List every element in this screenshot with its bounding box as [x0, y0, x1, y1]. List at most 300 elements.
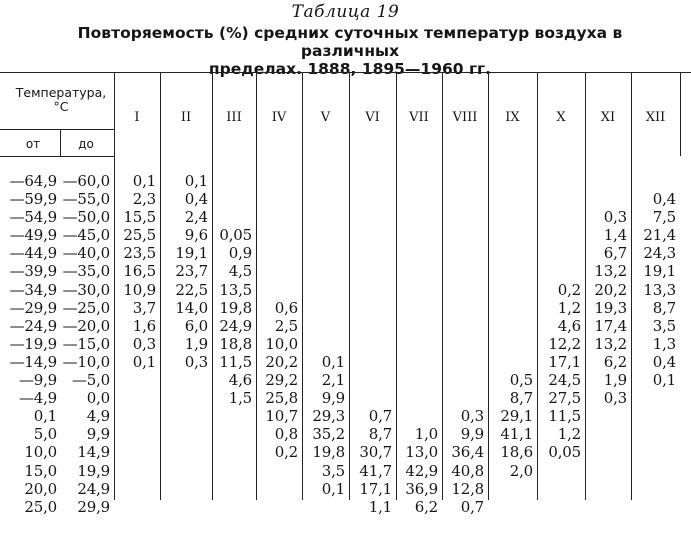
- value-cell: [396, 389, 438, 407]
- value-cell: [349, 226, 392, 244]
- value-cell: 11,5: [548, 407, 581, 426]
- value-cell: 1,2: [557, 298, 581, 317]
- value-cell: [585, 480, 627, 498]
- value-cell: 40,8: [451, 461, 484, 480]
- month-column: [488, 172, 533, 516]
- month-header: III: [226, 110, 242, 125]
- value-cell: 13,0: [405, 443, 438, 462]
- value-cell: 0,1: [132, 172, 156, 190]
- range-from-cell: —34,9: [9, 280, 57, 299]
- value-cell: 24,3: [643, 244, 676, 263]
- month-column: [256, 172, 298, 516]
- value-cell: 9,9: [460, 425, 484, 444]
- value-cell: [537, 462, 581, 480]
- value-cell: 4,5: [228, 262, 252, 281]
- value-cell: 20,2: [594, 280, 627, 299]
- to-header: до: [78, 137, 94, 151]
- month-header: VIII: [452, 110, 478, 125]
- value-cell: [537, 244, 581, 262]
- value-cell: 13,2: [594, 262, 627, 281]
- range-to-cell: —20,0: [62, 316, 110, 335]
- header-split-line: [0, 129, 114, 130]
- range-to-cell: —40,0: [62, 244, 110, 263]
- table-title-line-1: Повторяемость (%) средних суточных температур воздуха в различных: [77, 24, 623, 60]
- value-cell: [585, 462, 627, 480]
- range-from-cell: —64,9: [9, 172, 57, 190]
- value-cell: 14,0: [175, 298, 208, 317]
- value-cell: [396, 244, 438, 262]
- value-cell: 0,5: [509, 371, 533, 390]
- value-cell: [349, 389, 392, 407]
- value-cell: [396, 407, 438, 425]
- value-cell: [114, 462, 156, 480]
- month-header: VI: [365, 110, 380, 125]
- value-cell: 42,9: [405, 461, 438, 480]
- value-cell: 0,2: [274, 443, 298, 462]
- value-cell: [442, 317, 484, 335]
- value-cell: 0,4: [652, 190, 676, 209]
- month-column: [396, 172, 438, 516]
- value-cell: 0,05: [219, 226, 252, 245]
- value-cell: [488, 498, 533, 516]
- range-from-cell: —24,9: [9, 316, 57, 335]
- value-cell: [396, 190, 438, 208]
- value-cell: 2,4: [184, 208, 208, 227]
- value-cell: [488, 353, 533, 371]
- value-cell: [302, 281, 345, 299]
- value-cell: 2,0: [509, 461, 533, 480]
- from-header: от: [25, 137, 41, 151]
- temperature-header-unit: °C: [53, 99, 69, 114]
- value-cell: 12,8: [451, 479, 484, 498]
- range-from-cell: —4,9: [18, 389, 57, 408]
- temperature-header-label: Температура,: [15, 85, 107, 100]
- value-cell: [160, 371, 208, 389]
- range-from-cell: —29,9: [9, 298, 57, 317]
- value-cell: [160, 498, 208, 516]
- value-cell: 18,8: [219, 334, 252, 353]
- value-cell: 17,1: [548, 352, 581, 371]
- value-cell: 8,7: [368, 425, 392, 444]
- month-header: V: [320, 110, 331, 125]
- table-title: [30, 24, 670, 78]
- range-from-cell: 10,0: [24, 443, 57, 462]
- month-header: IX: [505, 110, 520, 125]
- value-cell: [114, 480, 156, 498]
- value-cell: [114, 407, 156, 425]
- value-cell: [537, 208, 581, 226]
- value-cell: 35,2: [312, 425, 345, 444]
- value-cell: 0,9: [228, 244, 252, 263]
- value-cell: [396, 208, 438, 226]
- value-cell: [631, 172, 676, 190]
- value-cell: 7,5: [652, 208, 676, 227]
- value-cell: [212, 443, 252, 461]
- value-cell: 19,1: [175, 244, 208, 263]
- range-to-cell: —30,0: [62, 280, 110, 299]
- value-cell: 29,1: [500, 407, 533, 426]
- month-header: XII: [645, 110, 666, 125]
- value-cell: 13,5: [219, 280, 252, 299]
- value-cell: [537, 480, 581, 498]
- value-cell: 1,9: [603, 371, 627, 390]
- value-cell: [488, 480, 533, 498]
- value-cell: 12,2: [548, 334, 581, 353]
- value-cell: 0,4: [652, 352, 676, 371]
- value-cell: 36,9: [405, 479, 438, 498]
- value-cell: [442, 371, 484, 389]
- month-header: VII: [409, 110, 429, 125]
- value-cell: [302, 335, 345, 353]
- value-cell: [631, 389, 676, 407]
- value-cell: [488, 262, 533, 280]
- value-cell: [585, 172, 627, 190]
- value-cell: [537, 190, 581, 208]
- value-cell: [349, 335, 392, 353]
- value-cell: [256, 172, 298, 190]
- range-to-cell: —55,0: [62, 190, 110, 209]
- value-cell: 4,6: [557, 316, 581, 335]
- value-cell: [488, 281, 533, 299]
- value-cell: 0,05: [548, 443, 581, 462]
- value-cell: [160, 407, 208, 425]
- value-cell: [488, 335, 533, 353]
- value-cell: [631, 480, 676, 498]
- value-cell: 10,7: [265, 407, 298, 426]
- table-top-rule: [0, 72, 691, 73]
- value-cell: 23,5: [123, 244, 156, 263]
- value-cell: [396, 281, 438, 299]
- value-cell: 17,4: [594, 316, 627, 335]
- value-cell: [488, 172, 533, 190]
- value-cell: [212, 480, 252, 498]
- range-from-cell: —49,9: [9, 226, 57, 245]
- range-to-cell: —5,0: [71, 371, 110, 390]
- value-cell: 1,2: [557, 425, 581, 444]
- value-cell: [114, 498, 156, 516]
- header-bottom-line: [0, 156, 114, 157]
- range-from-cell: —9,9: [18, 371, 57, 390]
- value-cell: 0,3: [603, 208, 627, 227]
- value-cell: [302, 226, 345, 244]
- value-cell: 1,3: [652, 334, 676, 353]
- value-cell: [442, 226, 484, 244]
- temperature-header: [8, 86, 114, 114]
- value-cell: 29,2: [265, 371, 298, 390]
- value-cell: 20,2: [265, 352, 298, 371]
- value-cell: 6,7: [603, 244, 627, 263]
- value-cell: [488, 226, 533, 244]
- value-cell: [349, 353, 392, 371]
- value-cell: [631, 425, 676, 443]
- value-cell: [442, 299, 484, 317]
- value-cell: [585, 425, 627, 443]
- value-cell: 24,5: [548, 371, 581, 390]
- value-cell: 23,7: [175, 262, 208, 281]
- value-cell: 18,6: [500, 443, 533, 462]
- value-cell: [302, 190, 345, 208]
- value-cell: 0,3: [132, 334, 156, 353]
- month-column: [160, 172, 208, 516]
- value-cell: [396, 353, 438, 371]
- value-cell: [256, 190, 298, 208]
- value-cell: [256, 498, 298, 516]
- value-cell: [488, 244, 533, 262]
- value-cell: 19,8: [219, 298, 252, 317]
- value-cell: 10,0: [265, 334, 298, 353]
- value-cell: 1,1: [368, 497, 392, 516]
- value-cell: [256, 462, 298, 480]
- value-cell: 0,7: [368, 407, 392, 426]
- range-from-cell: 20,0: [24, 479, 57, 498]
- value-cell: 9,9: [321, 389, 345, 408]
- value-cell: 8,7: [509, 389, 533, 408]
- value-cell: 1,5: [228, 389, 252, 408]
- value-cell: [537, 498, 581, 516]
- range-to-cell: 4,9: [86, 407, 110, 426]
- value-cell: 6,2: [603, 352, 627, 371]
- value-cell: [537, 262, 581, 280]
- value-cell: 15,5: [123, 208, 156, 227]
- value-cell: [537, 172, 581, 190]
- value-cell: 1,9: [184, 334, 208, 353]
- value-cell: 0,1: [321, 352, 345, 371]
- range-from-cell: 25,0: [24, 497, 57, 516]
- table-title-line-2: пределах. 1888, 1895—1960 гг.: [208, 60, 492, 78]
- range-from-cell: —44,9: [9, 244, 57, 263]
- range-to-cell: 14,9: [77, 443, 110, 462]
- value-cell: [585, 190, 627, 208]
- value-cell: [442, 208, 484, 226]
- range-to-cell: —15,0: [62, 334, 110, 353]
- value-cell: [349, 281, 392, 299]
- value-cell: 36,4: [451, 443, 484, 462]
- value-cell: [256, 281, 298, 299]
- value-cell: 9,6: [184, 226, 208, 245]
- value-cell: [442, 281, 484, 299]
- value-cell: 10,9: [123, 280, 156, 299]
- value-cell: 0,1: [184, 172, 208, 190]
- value-cell: [349, 371, 392, 389]
- value-cell: 27,5: [548, 389, 581, 408]
- value-cell: 30,7: [359, 443, 392, 462]
- value-cell: [160, 462, 208, 480]
- value-cell: [256, 480, 298, 498]
- value-cell: [212, 407, 252, 425]
- value-cell: 21,4: [643, 226, 676, 245]
- value-cell: [302, 498, 345, 516]
- range-to-cell: —25,0: [62, 298, 110, 317]
- value-cell: 24,9: [219, 316, 252, 335]
- value-cell: 3,5: [652, 316, 676, 335]
- range-from-cell: —19,9: [9, 334, 57, 353]
- range-to-cell: 19,9: [77, 461, 110, 480]
- value-cell: [349, 262, 392, 280]
- range-to-cell: —50,0: [62, 208, 110, 227]
- value-cell: [212, 172, 252, 190]
- value-cell: [114, 443, 156, 461]
- value-cell: 19,8: [312, 443, 345, 462]
- value-cell: [442, 262, 484, 280]
- value-cell: [396, 299, 438, 317]
- value-cell: [396, 371, 438, 389]
- value-cell: 1,4: [603, 226, 627, 245]
- range-to-cell: —35,0: [62, 262, 110, 281]
- value-cell: [488, 317, 533, 335]
- column-divider: [680, 72, 681, 156]
- value-cell: [302, 244, 345, 262]
- value-cell: [349, 172, 392, 190]
- value-cell: 3,5: [321, 461, 345, 480]
- value-cell: [349, 244, 392, 262]
- value-cell: 0,1: [132, 352, 156, 371]
- range-from-cell: —39,9: [9, 262, 57, 281]
- value-cell: [256, 244, 298, 262]
- range-to-cell: —10,0: [62, 352, 110, 371]
- value-cell: 8,7: [652, 298, 676, 317]
- value-cell: 1,6: [132, 316, 156, 335]
- value-cell: [488, 190, 533, 208]
- month-header: X: [556, 110, 566, 125]
- value-cell: [160, 480, 208, 498]
- value-cell: [442, 190, 484, 208]
- value-cell: [396, 172, 438, 190]
- range-to-cell: 29,9: [77, 497, 110, 516]
- value-cell: 13,2: [594, 334, 627, 353]
- value-cell: [631, 498, 676, 516]
- value-cell: [631, 407, 676, 425]
- value-cell: [160, 443, 208, 461]
- value-cell: [349, 208, 392, 226]
- value-cell: 29,3: [312, 407, 345, 426]
- value-cell: [631, 462, 676, 480]
- to-column: [60, 172, 110, 516]
- value-cell: 1,0: [414, 425, 438, 444]
- value-cell: [585, 498, 627, 516]
- value-cell: 0,2: [557, 280, 581, 299]
- value-cell: [302, 208, 345, 226]
- month-column: [349, 172, 392, 516]
- value-cell: 19,3: [594, 298, 627, 317]
- value-cell: [160, 389, 208, 407]
- range-to-cell: 0,0: [86, 389, 110, 408]
- value-cell: [114, 425, 156, 443]
- value-cell: 4,6: [228, 371, 252, 390]
- value-cell: [160, 425, 208, 443]
- value-cell: [349, 317, 392, 335]
- month-column: [631, 172, 676, 516]
- value-cell: 0,8: [274, 425, 298, 444]
- value-cell: [442, 335, 484, 353]
- value-cell: 6,0: [184, 316, 208, 335]
- month-column: [302, 172, 345, 516]
- range-from-cell: 5,0: [33, 425, 57, 444]
- value-cell: [114, 389, 156, 407]
- value-cell: [488, 299, 533, 317]
- value-cell: 16,5: [123, 262, 156, 281]
- value-cell: [302, 262, 345, 280]
- value-cell: [442, 353, 484, 371]
- value-cell: [349, 190, 392, 208]
- month-column: [442, 172, 484, 516]
- value-cell: 2,3: [132, 190, 156, 209]
- from-column: [0, 172, 57, 516]
- value-cell: [585, 443, 627, 461]
- value-cell: [114, 371, 156, 389]
- value-cell: [396, 226, 438, 244]
- value-cell: [302, 172, 345, 190]
- value-cell: [212, 190, 252, 208]
- month-header: II: [180, 110, 192, 125]
- value-cell: [488, 208, 533, 226]
- month-column: [585, 172, 627, 516]
- value-cell: 25,5: [123, 226, 156, 245]
- value-cell: 22,5: [175, 280, 208, 299]
- value-cell: 11,5: [219, 352, 252, 371]
- value-cell: [212, 425, 252, 443]
- value-cell: [212, 498, 252, 516]
- value-cell: 19,1: [643, 262, 676, 281]
- range-to-cell: 9,9: [86, 425, 110, 444]
- range-from-cell: —54,9: [9, 208, 57, 227]
- table-caption: Таблица 19: [291, 2, 400, 22]
- value-cell: [396, 317, 438, 335]
- value-cell: 41,7: [359, 461, 392, 480]
- range-from-cell: —59,9: [9, 190, 57, 209]
- value-cell: 41,1: [500, 425, 533, 444]
- value-cell: 0,1: [652, 371, 676, 390]
- value-cell: [302, 299, 345, 317]
- value-cell: 2,5: [274, 316, 298, 335]
- value-cell: [302, 317, 345, 335]
- value-cell: [396, 262, 438, 280]
- value-cell: [256, 226, 298, 244]
- value-cell: [442, 244, 484, 262]
- value-cell: [585, 407, 627, 425]
- value-cell: [256, 262, 298, 280]
- range-from-cell: 15,0: [24, 461, 57, 480]
- value-cell: [349, 299, 392, 317]
- value-cell: 0,1: [321, 479, 345, 498]
- range-from-cell: 0,1: [33, 407, 57, 426]
- value-cell: 0,4: [184, 190, 208, 209]
- value-cell: [396, 335, 438, 353]
- value-cell: [212, 462, 252, 480]
- range-to-cell: —60,0: [62, 172, 110, 190]
- value-cell: [442, 389, 484, 407]
- value-cell: 3,7: [132, 298, 156, 317]
- range-to-cell: —45,0: [62, 226, 110, 245]
- value-cell: 0,3: [184, 352, 208, 371]
- value-cell: 25,8: [265, 389, 298, 408]
- month-column: [114, 172, 156, 516]
- value-cell: [631, 443, 676, 461]
- month-header: XI: [600, 110, 616, 125]
- month-header: IV: [271, 110, 287, 125]
- value-cell: [212, 208, 252, 226]
- month-column: [212, 172, 252, 516]
- value-cell: [537, 226, 581, 244]
- value-cell: 0,6: [274, 298, 298, 317]
- value-cell: 0,3: [460, 407, 484, 426]
- value-cell: 13,3: [643, 280, 676, 299]
- value-cell: 0,7: [460, 497, 484, 516]
- value-cell: [442, 172, 484, 190]
- range-from-cell: —14,9: [9, 352, 57, 371]
- month-header: I: [134, 110, 140, 125]
- month-column: [537, 172, 581, 516]
- value-cell: 17,1: [359, 479, 392, 498]
